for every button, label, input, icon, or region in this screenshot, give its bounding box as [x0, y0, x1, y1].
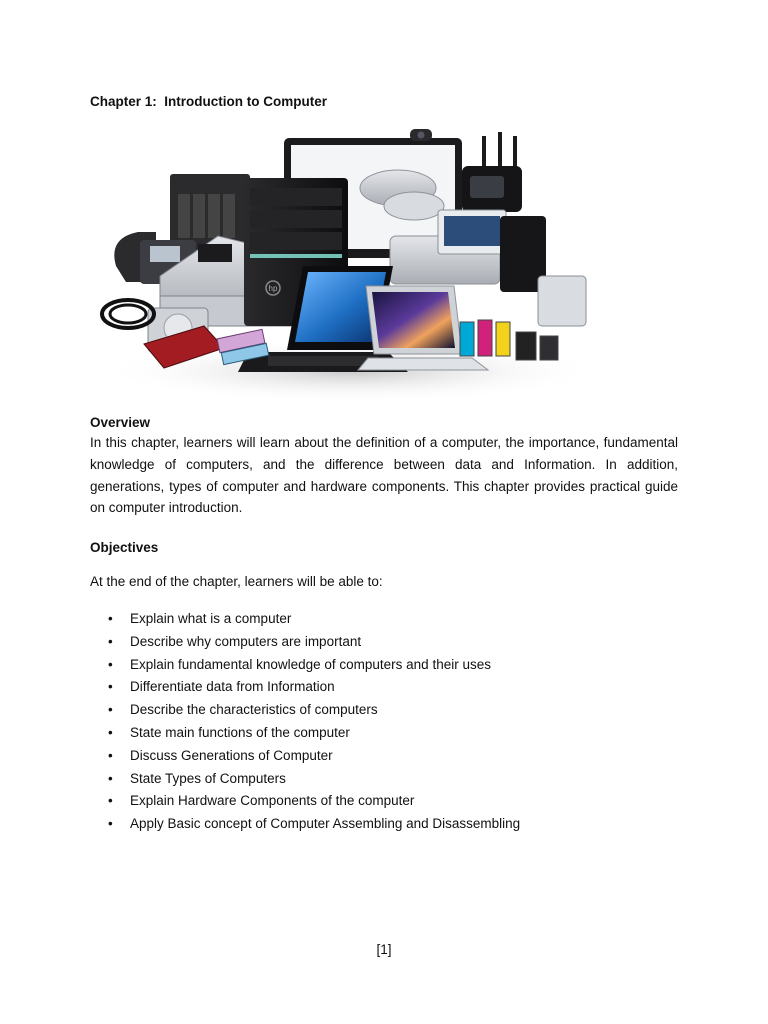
hp-logo: hp [268, 284, 278, 293]
bullet-icon: • [108, 816, 113, 832]
objective-item [90, 722, 520, 745]
objective-text: Explain fundamental knowledge of computers and their uses [130, 656, 491, 672]
bullet-icon: • [108, 793, 113, 809]
router-icon [462, 132, 522, 212]
page-number: [1] [376, 942, 392, 957]
bullet-icon: • [108, 656, 113, 672]
overview-heading: Overview [90, 415, 151, 430]
overview-line: In this chapter, learners will learn about the definition of a computer, the importance, [90, 435, 600, 450]
objective-item [90, 813, 520, 836]
bullet-icon: • [108, 633, 113, 649]
objective-item [90, 745, 520, 768]
objective-item [90, 790, 520, 813]
hero-image [98, 126, 604, 406]
objective-item [90, 768, 520, 791]
bullet-icon: • [108, 679, 113, 695]
server-icon [170, 174, 250, 250]
objective-item [90, 654, 520, 677]
overview-line: fundamental knowledge of computers, and the difference between data and Information. In [90, 435, 678, 472]
objective-text: Explain Hardware Components of the computer [130, 793, 415, 809]
bullet-icon: • [108, 611, 113, 626]
objective-text: State main functions of the computer [130, 724, 350, 740]
overview-line: practical guide on computer introduction. [90, 478, 678, 516]
cable-icon [102, 300, 154, 328]
objectives-intro: At the end of the chapter, learners will be able to: [90, 574, 383, 589]
bullet-icon: • [108, 702, 113, 718]
objective-text: Discuss Generations of Computer [130, 747, 333, 763]
overview-line: addition, generations, types of computer and hardware components. This chapter provides [90, 456, 678, 494]
bullet-icon: • [108, 724, 113, 740]
objective-text: Apply Basic concept of Computer Assembling and Disassembling [130, 816, 521, 832]
objective-item [90, 699, 520, 722]
objectives-heading: Objectives [90, 540, 159, 555]
overview-paragraph [90, 432, 678, 519]
objective-text: State Types of Computers [130, 770, 286, 786]
objective-text: Describe why computers are important [130, 633, 362, 649]
objective-text: Explain what is a computer [130, 611, 292, 626]
objective-item [90, 631, 520, 654]
bullet-icon: • [108, 747, 113, 763]
objectives-list [90, 608, 520, 836]
objective-item [90, 676, 520, 699]
objective-text: Differentiate data from Information [130, 679, 335, 695]
chapter-title: Chapter 1: Introduction to Computer [90, 94, 327, 109]
objective-text: Describe the characteristics of computers [130, 702, 378, 718]
objective-item [90, 608, 520, 631]
bullet-icon: • [108, 770, 113, 786]
